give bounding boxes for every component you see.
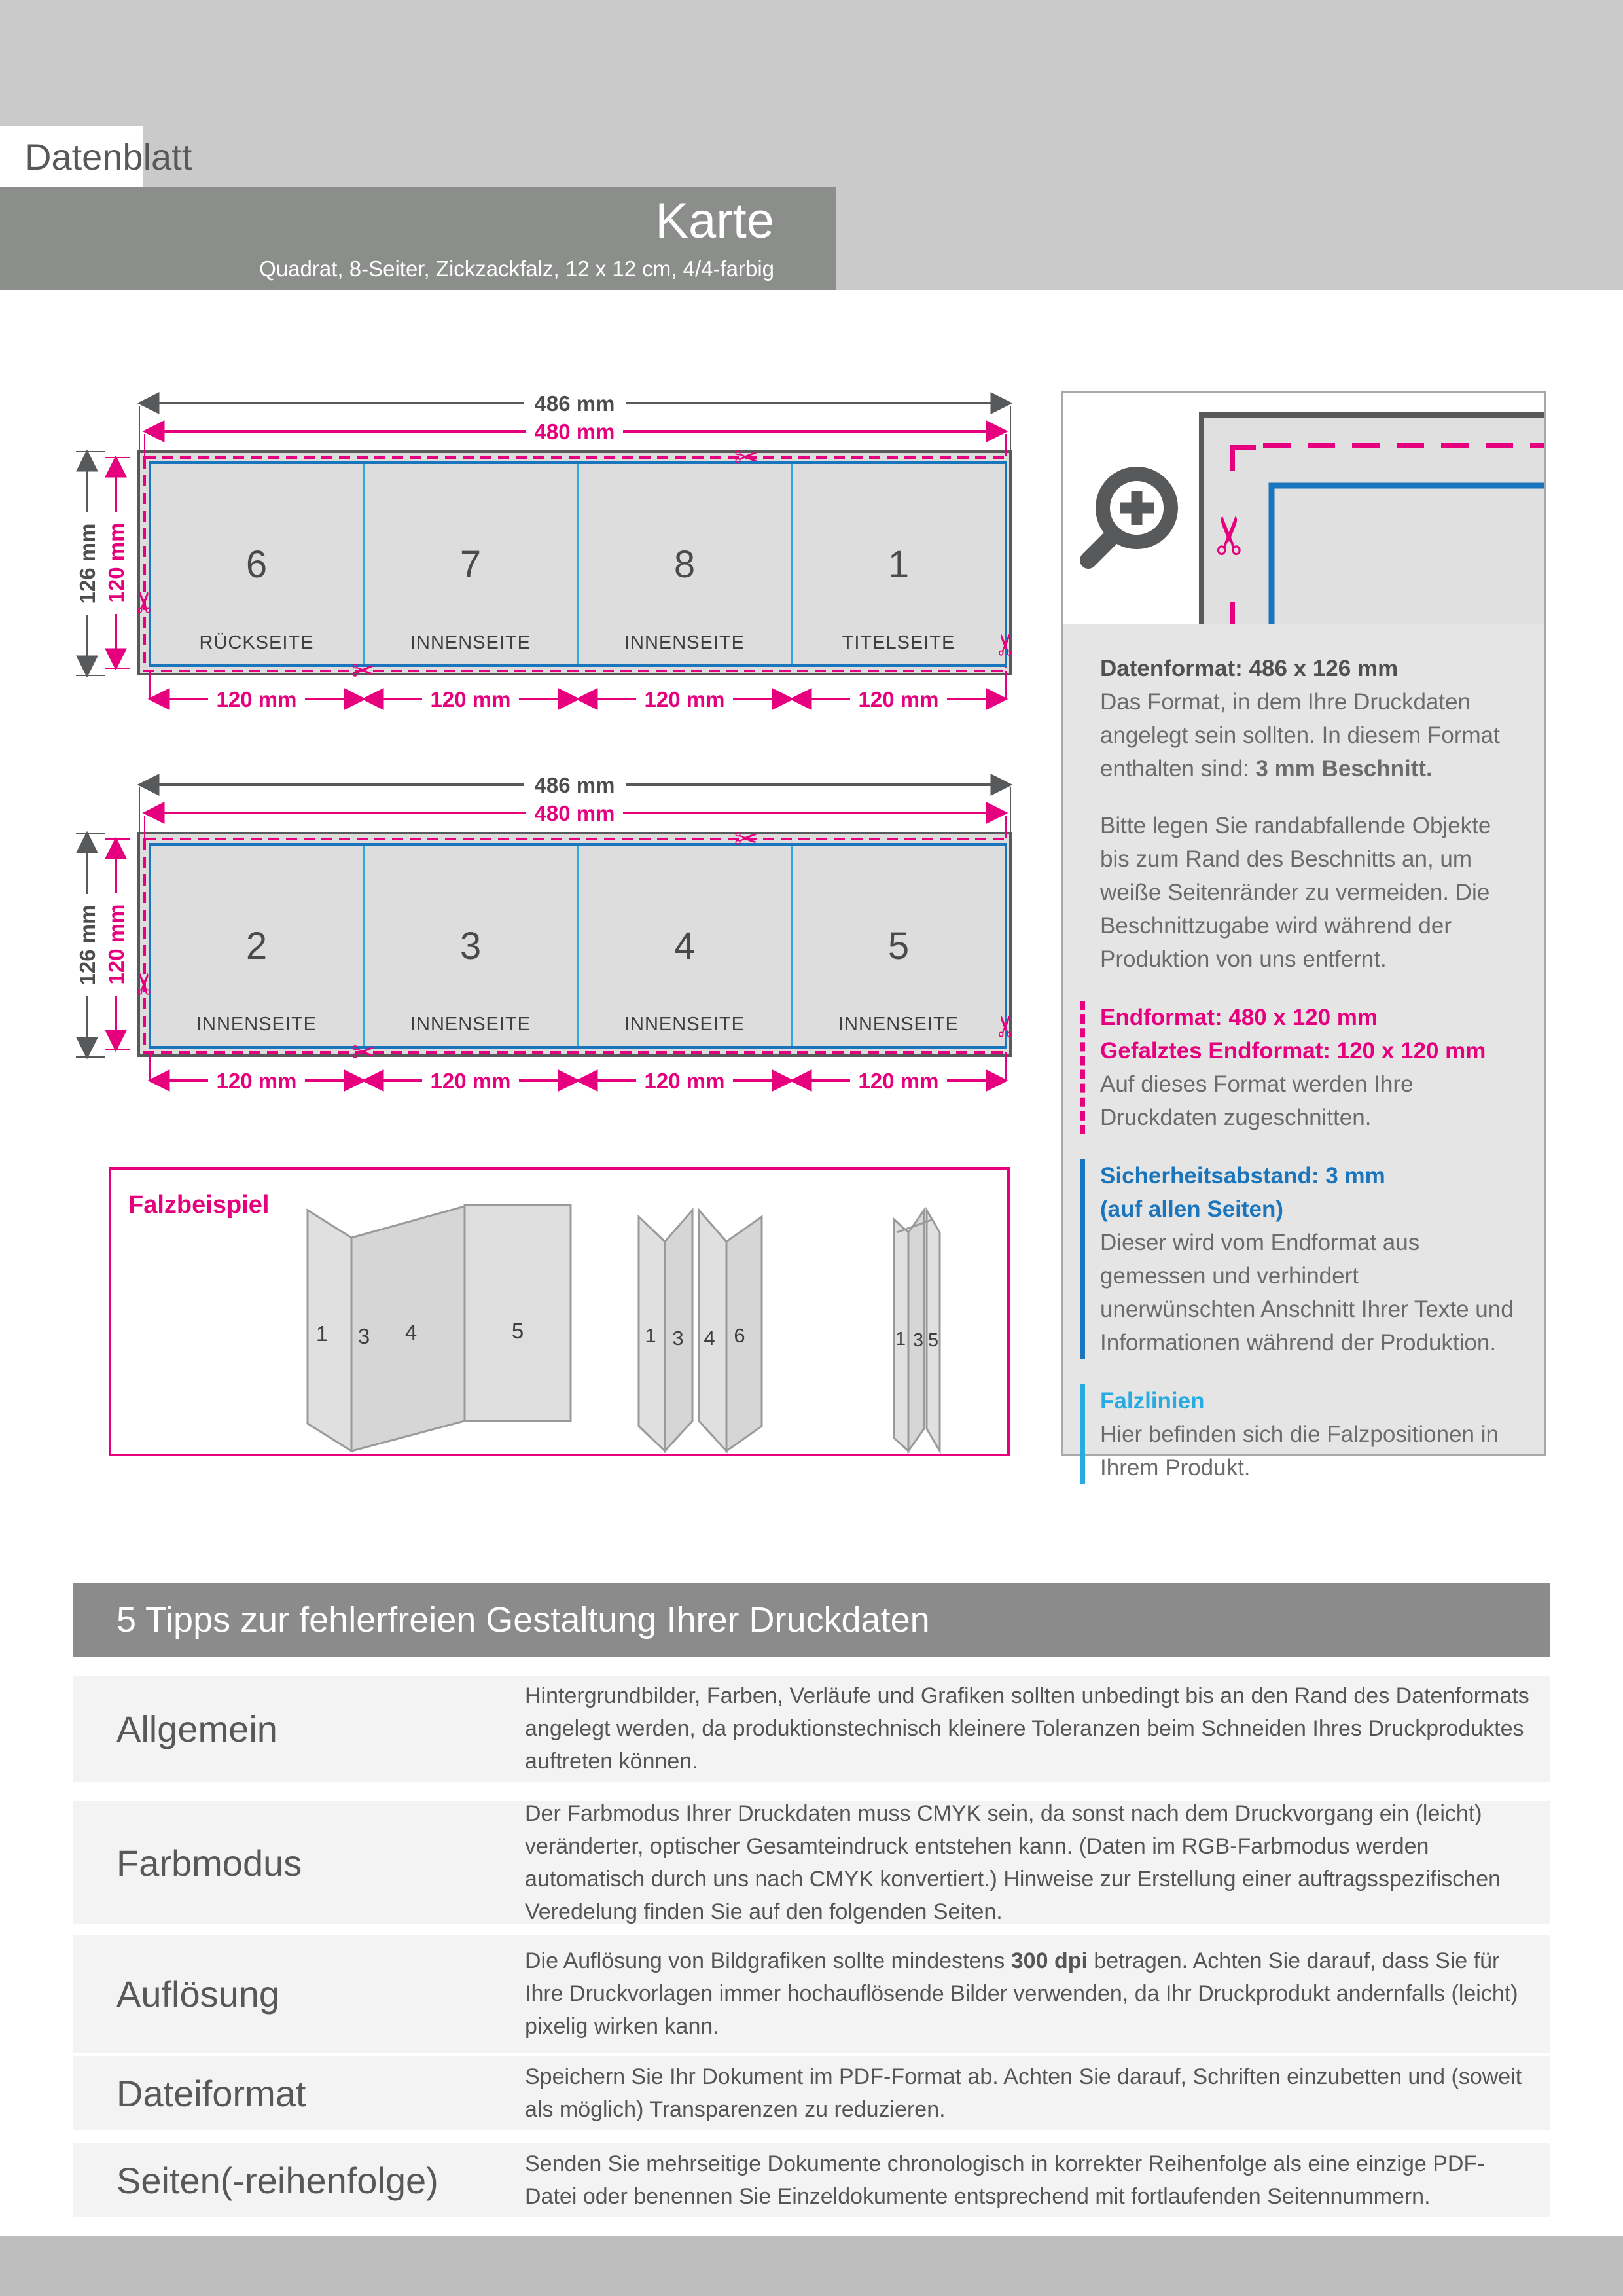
svg-text:5: 5	[887, 925, 910, 967]
page-subtitle: Quadrat, 8-Seiter, Zickzackfalz, 12 x 12 cm, 4/4-farbig	[259, 257, 774, 281]
datenformat-body: Das Format, in dem Ihre Druckdaten angelegt sein sollten. In diesem Format enthalten sind: 3 mm Beschnitt.	[1100, 689, 1500, 781]
svg-text:INNENSEITE: INNENSEITE	[410, 632, 531, 653]
svg-text:INNENSEITE: INNENSEITE	[838, 1014, 959, 1035]
svg-text:4: 4	[673, 925, 696, 967]
tips-title: 5 Tipps zur fehlerfreien Gestaltung Ihrer Druckdaten	[116, 1600, 930, 1640]
tip-body: Senden Sie mehrseitige Dokumente chronologisch in korrekter Reihenfolge als eine einzige PDF-Datei oder benennen Sie Einzeldokumente entsprechend mit fortlaufenden Seitennummern.	[525, 2151, 1485, 2209]
scissors-icon: ✂	[128, 971, 162, 996]
svg-text:8: 8	[673, 543, 696, 586]
svg-text:126 mm: 126 mm	[75, 905, 99, 986]
svg-text:120 mm: 120 mm	[644, 1069, 725, 1093]
magnifier-zoom-icon	[1088, 474, 1171, 560]
datenformat-title: Datenformat: 486 x 126 mm	[1100, 656, 1399, 681]
svg-text:120 mm: 120 mm	[430, 687, 511, 711]
svg-text:3: 3	[912, 1330, 924, 1351]
endformat-section	[1080, 1001, 1515, 1134]
svg-text:INNENSEITE: INNENSEITE	[410, 1014, 531, 1035]
fold-stage-1	[308, 1205, 571, 1451]
svg-text:TITELSEITE: TITELSEITE	[842, 632, 955, 653]
scissors-icon: ✂	[990, 632, 1023, 657]
endformat-title: Endformat: 480 x 120 mm	[1100, 1005, 1378, 1030]
tip-row-aufloesung	[73, 1935, 1550, 2053]
foldlines-section	[1080, 1384, 1515, 1484]
dim-126	[75, 452, 105, 675]
svg-text:INNENSEITE: INNENSEITE	[624, 1014, 745, 1035]
page-title: Karte	[655, 193, 774, 249]
svg-text:120 mm: 120 mm	[858, 687, 939, 711]
svg-text:1: 1	[315, 1321, 329, 1346]
footer-band	[0, 2236, 1623, 2296]
svg-text:126 mm: 126 mm	[75, 523, 99, 604]
bleed-note: Bitte legen Sie randabfallende Objekte bis zum Rand des Beschnitts an, um weiße Seitenränder zu vermeiden. Die Beschnittzugabe wird während der Produktion von uns entfernt.	[1100, 813, 1491, 972]
tip-body: Speichern Sie Ihr Dokument im PDF-Format ab. Achten Sie darauf, Schriften einzubetten und (soweit als möglich) Transparenzen zu reduzieren.	[525, 2064, 1522, 2122]
svg-text:7: 7	[459, 543, 482, 586]
tip-body: Hintergrundbilder, Farben, Verläufe und Grafiken sollten unbedingt bis an den Rand des Datenformats angelegt werden, da produktionstechnisch kleinere Toleranzen beim Schneiden Ihres Druckproduktes auftreten können.	[525, 1683, 1529, 1774]
tip-label: Farbmodus	[116, 1842, 302, 1884]
scissors-icon: ✂	[734, 441, 758, 475]
corner-detail	[1200, 415, 1544, 624]
svg-text:6: 6	[734, 1324, 745, 1347]
scissors-icon: ✂	[128, 590, 162, 615]
endformat-body: Auf dieses Format werden Ihre Druckdaten zugeschnitten.	[1100, 1071, 1414, 1130]
scissors-icon: ✂	[990, 1014, 1023, 1039]
safety-title: Sicherheitsabstand: 3 mm	[1100, 1163, 1385, 1189]
svg-text:120 mm: 120 mm	[104, 522, 128, 603]
tip-body: Der Farbmodus Ihrer Druckdaten muss CMYK sein, da sonst nach dem Druckvorgang ein (leicht) veränderter, optischer Gesamteindruck entstehen kann. (Daten im RGB-Farbmodus werden automatisch durch uns nach CMYK konvertiert.) Hinweise zur Erstellung einer auftragsspezifischen Veredelung finden Sie auf den folgenden Seiten.	[525, 1801, 1501, 1924]
dim-panel-widths	[150, 1052, 1006, 1093]
doc-label: Datenblatt	[25, 135, 192, 177]
info-sidebar	[1061, 391, 1546, 1480]
foldlines-body: Hier befinden sich die Falzpositionen in Ihrem Produkt.	[1100, 1422, 1499, 1480]
tip-row-seitenreihenfolge	[73, 2143, 1550, 2217]
title-bar	[0, 187, 836, 290]
svg-text:480 mm: 480 mm	[534, 801, 615, 825]
svg-text:6: 6	[245, 543, 268, 586]
svg-text:INNENSEITE: INNENSEITE	[624, 632, 745, 653]
svg-text:5: 5	[511, 1319, 524, 1343]
dim-panel-widths	[150, 671, 1006, 711]
tip-row-dateiformat	[73, 2056, 1550, 2130]
svg-text:RÜCKSEITE: RÜCKSEITE	[199, 632, 314, 653]
svg-text:4: 4	[704, 1327, 715, 1350]
svg-text:120 mm: 120 mm	[104, 904, 128, 985]
tip-label: Dateiformat	[116, 2072, 306, 2114]
svg-text:4: 4	[404, 1320, 418, 1344]
svg-text:120 mm: 120 mm	[216, 1069, 297, 1093]
svg-text:120 mm: 120 mm	[644, 687, 725, 711]
svg-text:5: 5	[927, 1330, 939, 1351]
foldlines-title: Falzlinien	[1100, 1388, 1205, 1414]
safety-subtitle: (auf allen Seiten)	[1100, 1196, 1284, 1222]
dim-120v	[104, 457, 130, 668]
scissors-icon: ✂	[734, 823, 758, 856]
svg-text:3: 3	[672, 1327, 684, 1350]
dim-120v	[104, 839, 130, 1050]
sidebar-text-panel	[1063, 624, 1544, 1480]
svg-text:120 mm: 120 mm	[430, 1069, 511, 1093]
doc-label-box	[0, 126, 192, 187]
safety-body: Dieser wird vom Endformat aus gemessen und verhindert unerwünschten Anschnitt Ihrer Texte und Informationen während der Produktion.	[1100, 1230, 1514, 1355]
svg-text:120 mm: 120 mm	[216, 687, 297, 711]
svg-text:1: 1	[645, 1324, 656, 1347]
safety-section	[1080, 1159, 1515, 1359]
svg-text:3: 3	[459, 925, 482, 967]
svg-text:486 mm: 486 mm	[534, 773, 615, 797]
sidebar-illustration	[1063, 393, 1544, 624]
fold-example-box	[109, 1167, 1010, 1456]
tip-row-allgemein	[73, 1676, 1550, 1782]
scissors-icon: ✂	[351, 1036, 376, 1069]
tip-body: Die Auflösung von Bildgrafiken sollte mindestens 300 dpi betragen. Achten Sie darauf, dass Sie für Ihre Druckvorlagen immer hochauflösende Bilder verwenden, da Ihr Druckprodukt andernfalls (leicht) pixelig wirken kann.	[525, 1948, 1518, 2039]
tip-label: Auflösung	[116, 1973, 280, 2015]
tips-header-bar	[73, 1583, 1550, 1657]
svg-text:480 mm: 480 mm	[534, 420, 615, 444]
tip-row-farbmodus	[73, 1801, 1550, 1924]
endformat-subtitle: Gefalztes Endformat: 120 x 120 mm	[1100, 1038, 1486, 1064]
svg-text:1: 1	[887, 543, 910, 586]
svg-text:120 mm: 120 mm	[858, 1069, 939, 1093]
svg-text:2: 2	[245, 925, 268, 967]
fold-example-title: Falzbeispiel	[128, 1191, 270, 1219]
diagram-bottom	[65, 768, 1027, 1108]
fold-stage-3-numbers	[895, 1329, 938, 1351]
scissors-icon: ✂	[1200, 513, 1260, 558]
dim-126	[75, 833, 105, 1057]
tip-label: Seiten(-reihenfolge)	[116, 2159, 438, 2201]
svg-text:INNENSEITE: INNENSEITE	[196, 1014, 317, 1035]
scissors-icon: ✂	[351, 655, 376, 688]
svg-text:1: 1	[895, 1329, 906, 1350]
diagram-top	[65, 386, 1027, 726]
fold-example-drawing	[111, 1170, 1007, 1454]
svg-text:3: 3	[357, 1324, 370, 1348]
svg-text:486 mm: 486 mm	[534, 391, 615, 416]
tip-label: Allgemein	[116, 1708, 277, 1749]
